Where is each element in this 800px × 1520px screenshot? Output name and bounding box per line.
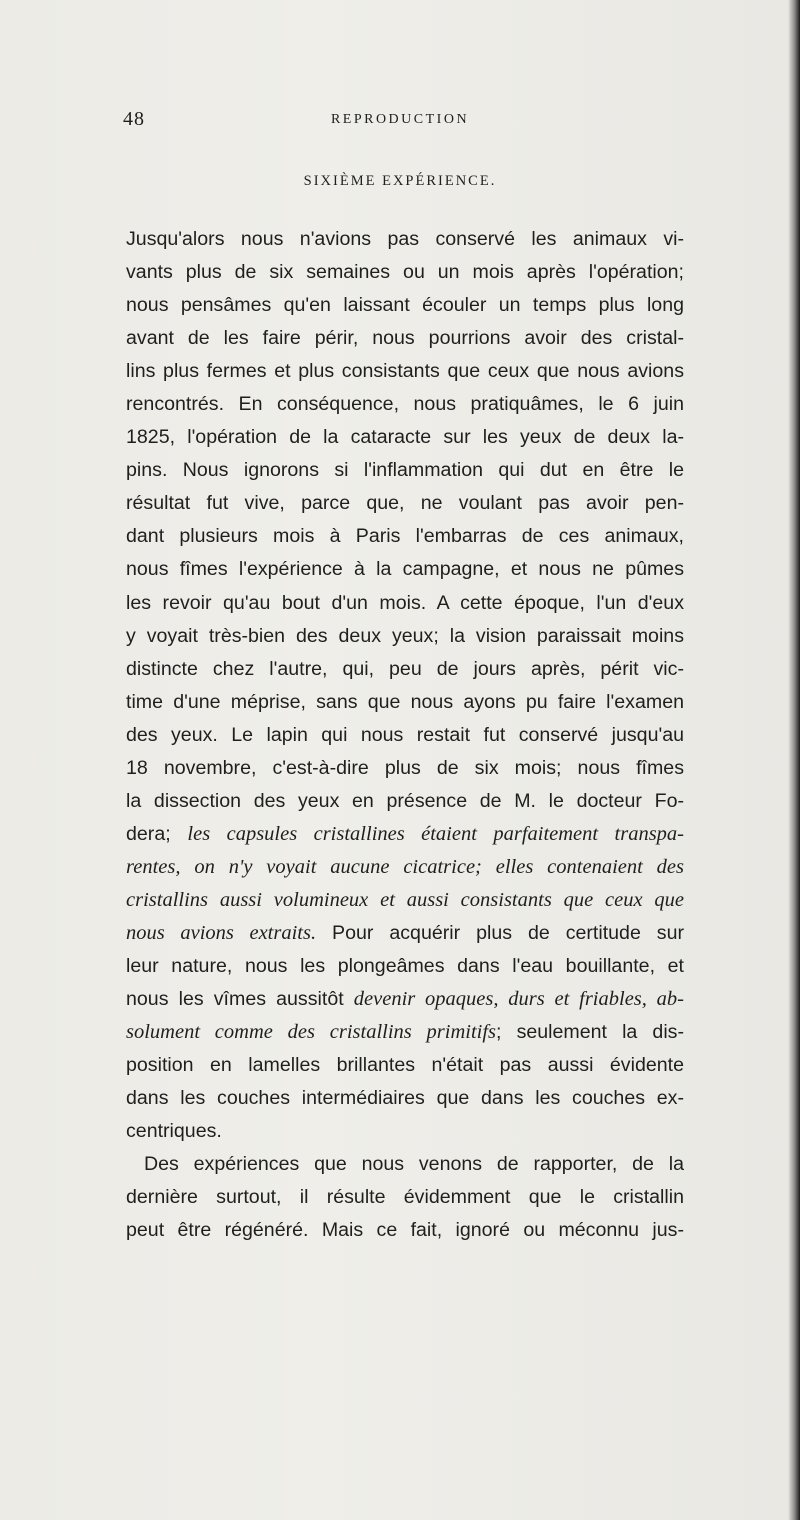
section-title: SIXIÈME EXPÉRIENCE.	[303, 173, 497, 189]
text-line	[126, 553, 684, 586]
italic-text: cristallins aussi volumineux et aussi consistants que ceux que	[126, 888, 684, 911]
italic-text: solument comme des cristallins primitifs	[126, 1021, 497, 1044]
text-line	[126, 421, 684, 454]
text-line	[126, 1049, 684, 1082]
body-text	[126, 223, 684, 1247]
text-segment: les revoir qu'au bout d'un mois. A cette époque, l'un d'eux	[126, 591, 684, 614]
text-segment: centriques.	[126, 1120, 222, 1143]
text-line	[126, 1181, 684, 1214]
text-segment: nous fîmes l'expérience à la campagne, et nous ne pûmes	[126, 558, 684, 581]
italic-text: nous avions extraits.	[126, 921, 317, 944]
italic-text: rentes, on n'y voyait aucune cicatrice; elles contenaient des	[126, 855, 684, 878]
text-line	[126, 620, 684, 653]
text-line	[126, 752, 684, 785]
text-line	[126, 686, 684, 719]
text-segment: Pour acquérir plus de certitude sur	[316, 921, 684, 944]
text-line	[126, 454, 684, 487]
text-segment: 18 novembre, c'est-à-dire plus de six mois; nous fîmes	[126, 756, 684, 779]
text-segment: vants plus de six semaines ou un mois après l'opération;	[126, 261, 684, 284]
text-segment: dernière surtout, il résulte évidemment que le cristallin	[126, 1186, 684, 1209]
italic-text: les capsules cristallines étaient parfaitement transpa-	[187, 822, 684, 845]
text-line	[126, 1082, 684, 1115]
text-segment: leur nature, nous les plongeâmes dans l'eau bouillante, et	[126, 955, 684, 978]
text-segment: dans les couches intermédiaires que dans les couches ex-	[126, 1087, 684, 1110]
text-line	[126, 355, 684, 388]
text-segment: time d'une méprise, sans que nous ayons pu faire l'examen	[126, 690, 684, 713]
running-head: REPRODUCTION	[330, 112, 470, 127]
text-segment: position en lamelles brillantes n'était pas aussi évidente	[126, 1054, 684, 1077]
text-segment: pins. Nous ignorons si l'inflammation qui dut en être le	[126, 459, 684, 482]
text-segment: nous pensâmes qu'en laissant écouler un temps plus long	[126, 294, 684, 317]
text-segment: peut être régénéré. Mais ce fait, ignoré ou méconnu jus-	[126, 1219, 684, 1242]
text-line	[126, 223, 684, 256]
text-line	[126, 487, 684, 520]
text-segment: distincte chez l'autre, qui, peu de jours après, périt vic-	[126, 657, 684, 680]
text-line	[126, 322, 684, 355]
text-segment: rencontrés. En conséquence, nous pratiquâmes, le 6 juin	[126, 393, 684, 416]
text-segment: y voyait très-bien des deux yeux; la vision paraissait moins	[126, 624, 684, 647]
text-line	[126, 256, 684, 289]
text-line	[126, 884, 684, 917]
text-segment: nous les vîmes aussitôt	[126, 988, 354, 1011]
text-line	[126, 785, 684, 818]
text-line	[126, 1214, 684, 1247]
text-line	[126, 1016, 684, 1049]
text-segment: avant de les faire périr, nous pourrions avoir des cristal-	[126, 327, 684, 350]
page-edge-shadow	[788, 0, 800, 1520]
text-line	[126, 653, 684, 686]
text-line	[126, 983, 684, 1016]
page-number: 48	[123, 108, 145, 130]
text-line	[126, 587, 684, 620]
text-line	[126, 289, 684, 322]
text-segment: dant plusieurs mois à Paris l'embarras de ces animaux,	[126, 525, 684, 548]
text-segment: résultat fut vive, parce que, ne voulant pas avoir pen-	[126, 492, 684, 515]
text-segment: la dissection des yeux en présence de M. le docteur Fo-	[126, 789, 684, 812]
text-line	[126, 818, 684, 851]
text-segment: ; seulement la dis-	[496, 1021, 684, 1044]
text-line	[126, 520, 684, 553]
italic-text: devenir opaques, durs et friables, ab-	[353, 988, 685, 1011]
text-segment: Jusqu'alors nous n'avions pas conservé les animaux vi-	[126, 228, 684, 250]
text-segment: des yeux. Le lapin qui nous restait fut conservé jusqu'au	[126, 723, 684, 746]
text-line	[126, 851, 684, 884]
text-line	[126, 719, 684, 752]
text-line	[126, 950, 684, 983]
text-segment: lins plus fermes et plus consistants que ceux que nous avions	[126, 360, 684, 383]
text-line	[126, 388, 684, 421]
text-line	[126, 1148, 684, 1181]
text-line	[126, 917, 684, 950]
text-segment: Des expériences que nous venons de rapporter, de la	[144, 1153, 684, 1176]
text-line	[126, 1115, 684, 1148]
text-segment: dera;	[126, 822, 188, 845]
text-segment: 1825, l'opération de la cataracte sur les yeux de deux la-	[126, 426, 684, 449]
